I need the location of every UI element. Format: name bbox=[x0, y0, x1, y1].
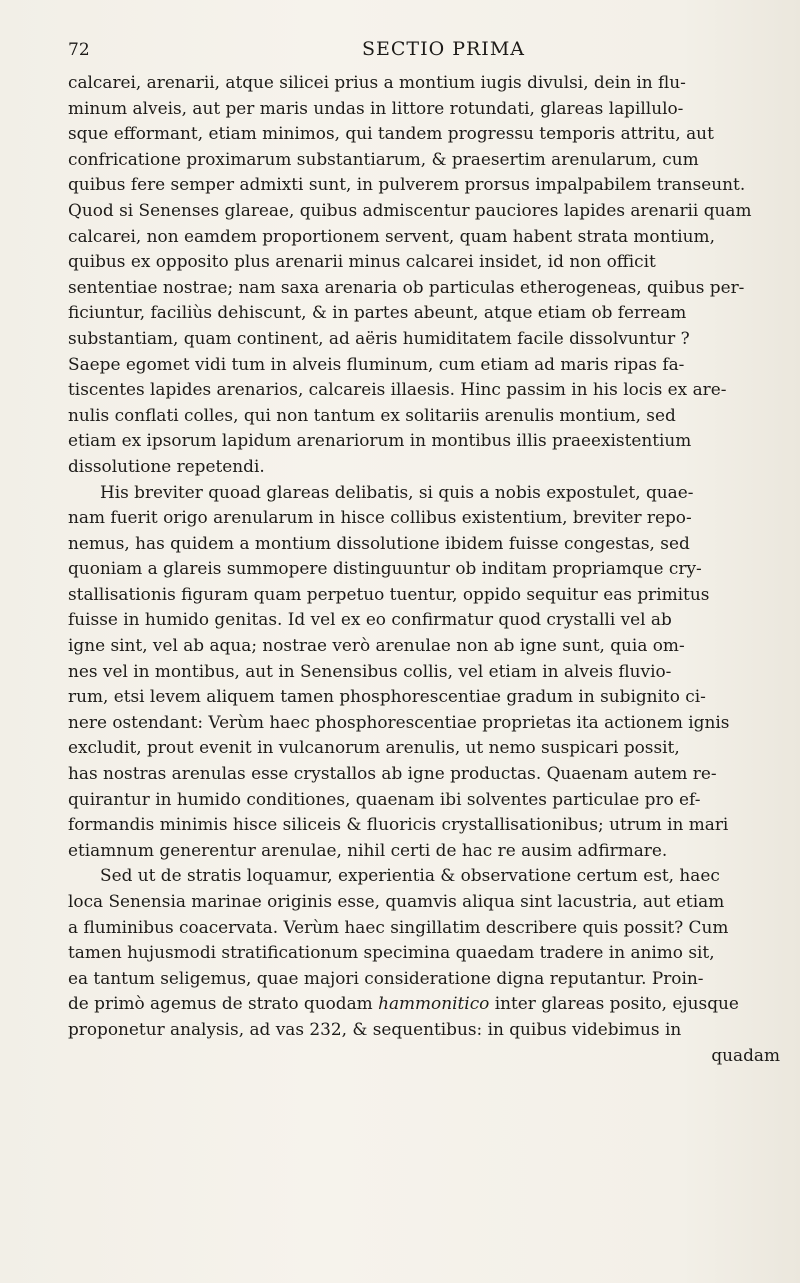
text-line: etiamnum generentur arenulae, nihil certi de hac re ausim adfirmare. bbox=[68, 839, 668, 860]
text-line: calcarei, non eamdem proportionem servent, quam habent strata montium, bbox=[68, 225, 715, 246]
text-line: Sed ut de stratis loquamur, experientia & observatione certum est, haec bbox=[100, 865, 720, 886]
text-line: rum, etsi levem aliquem tamen phosphorescentiae gradum in subignito ci- bbox=[68, 686, 706, 707]
text-line: excludit, prout evenit in vulcanorum arenulis, ut nemo suspicari possit, bbox=[68, 737, 680, 758]
paragraph-2 bbox=[68, 480, 780, 864]
text-line: nam fuerit origo arenularum in hisce collibus existentium, breviter repo- bbox=[68, 507, 692, 528]
text-line: sque efformant, etiam minimos, qui tandem progressu temporis attritu, aut bbox=[68, 123, 714, 144]
text-line: quibus fere semper admixti sunt, in pulverem prorsus impalpabilem transeunt. bbox=[68, 174, 746, 195]
text-line: loca Senensia marinae originis esse, quamvis aliqua sint lacustria, aut etiam bbox=[68, 891, 725, 911]
text-run: inter glareas posito, ejusque bbox=[494, 993, 739, 1014]
body-text bbox=[68, 70, 780, 1068]
paragraph-3 bbox=[68, 863, 780, 1068]
text-line: quirantur in humido conditiones, quaenam ibi solventes particulae pro ef- bbox=[68, 788, 701, 809]
text-line: fuisse in humido genitas. Id vel ex eo confirmatur quod crystalli vel ab bbox=[68, 609, 672, 630]
text-line: quibus ex opposito plus arenarii minus calcarei insidet, id non officit bbox=[68, 251, 656, 272]
text-line bbox=[68, 991, 780, 1017]
text-line: tiscentes lapides arenarios, calcareis illaesis. Hinc passim in his locis ex are- bbox=[68, 379, 727, 400]
text-line: confricatione proximarum substantiarum, & praesertim arenularum, cum bbox=[68, 148, 699, 169]
text-line: substantiam, quam continent, ad aëris humiditatem facile dissolvuntur ? bbox=[68, 327, 690, 348]
text-line: ea tantum seligemus, quae majori consideratione digna reputantur. Proin- bbox=[68, 967, 704, 988]
text-run: de primò agemus de strato quodam bbox=[68, 993, 373, 1014]
running-head: SECTIO PRIMA bbox=[362, 38, 525, 60]
text-line: etiam ex ipsorum lapidum arenariorum in montibus illis praeexistentium bbox=[68, 430, 692, 451]
text-line: nemus, has quidem a montium dissolutione ibidem fuisse congestas, sed bbox=[68, 532, 690, 553]
italic-term: hammonitico bbox=[378, 993, 490, 1014]
text-line: stallisationis figuram quam perpetuo tuentur, oppido sequitur eas primitus bbox=[68, 583, 710, 604]
text-line: Quod si Senenses glareae, quibus admiscentur pauciores lapides arenarii quam bbox=[68, 199, 752, 220]
text-line: minum alveis, aut per maris undas in littore rotundati, glareas lapillulo- bbox=[68, 97, 684, 118]
text-line: has nostras arenulas esse crystallos ab igne productas. Quaenam autem re- bbox=[68, 763, 717, 784]
text-line: igne sint, vel ab aqua; nostrae verò arenulae non ab igne sunt, quia om- bbox=[68, 635, 685, 656]
text-line: tamen hujusmodi stratificationum specimina quaedam tradere in animo sit, bbox=[68, 942, 715, 963]
text-line: formandis minimis hisce siliceis & fluoricis crystallisationibus; utrum in mari bbox=[68, 814, 729, 835]
text-line: a fluminibus coacervata. Verùm haec singillatim describere quis possit? Cum bbox=[68, 916, 729, 937]
text-line: proponetur analysis, ad vas 232, & sequentibus: in quibus videbimus in bbox=[68, 1018, 682, 1039]
text-line: dissolutione repetendi. bbox=[68, 455, 265, 476]
catchword: quadam bbox=[711, 1044, 780, 1065]
text-line: nes vel in montibus, aut in Senensibus collis, vel etiam in alveis fluvio- bbox=[68, 660, 672, 681]
paragraph-1 bbox=[68, 70, 780, 480]
text-line: calcarei, arenarii, atque silicei prius a montium iugis divulsi, dein in flu- bbox=[68, 72, 686, 92]
text-line: nulis conflati colles, qui non tantum ex solitariis arenulis montium, sed bbox=[68, 404, 676, 425]
text-line: His breviter quoad glareas delibatis, si quis a nobis expostulet, quae- bbox=[100, 481, 694, 502]
text-line: nere ostendant: Verùm haec phosphorescentiae proprietas ita actionem ignis bbox=[68, 711, 730, 732]
page-number: 72 bbox=[68, 40, 90, 60]
text-line: ficiuntur, faciliùs dehiscunt, & in partes abeunt, atque etiam ob ferream bbox=[68, 302, 687, 323]
text-line: sententiae nostrae; nam saxa arenaria ob particulas etherogeneas, quibus per- bbox=[68, 276, 745, 297]
text-line: Saepe egomet vidi tum in alveis fluminum, cum etiam ad maris ripas fa- bbox=[68, 353, 685, 374]
page-header bbox=[68, 38, 780, 66]
text-line: quoniam a glareis summopere distinguuntur ob inditam propriamque cry- bbox=[68, 558, 702, 579]
